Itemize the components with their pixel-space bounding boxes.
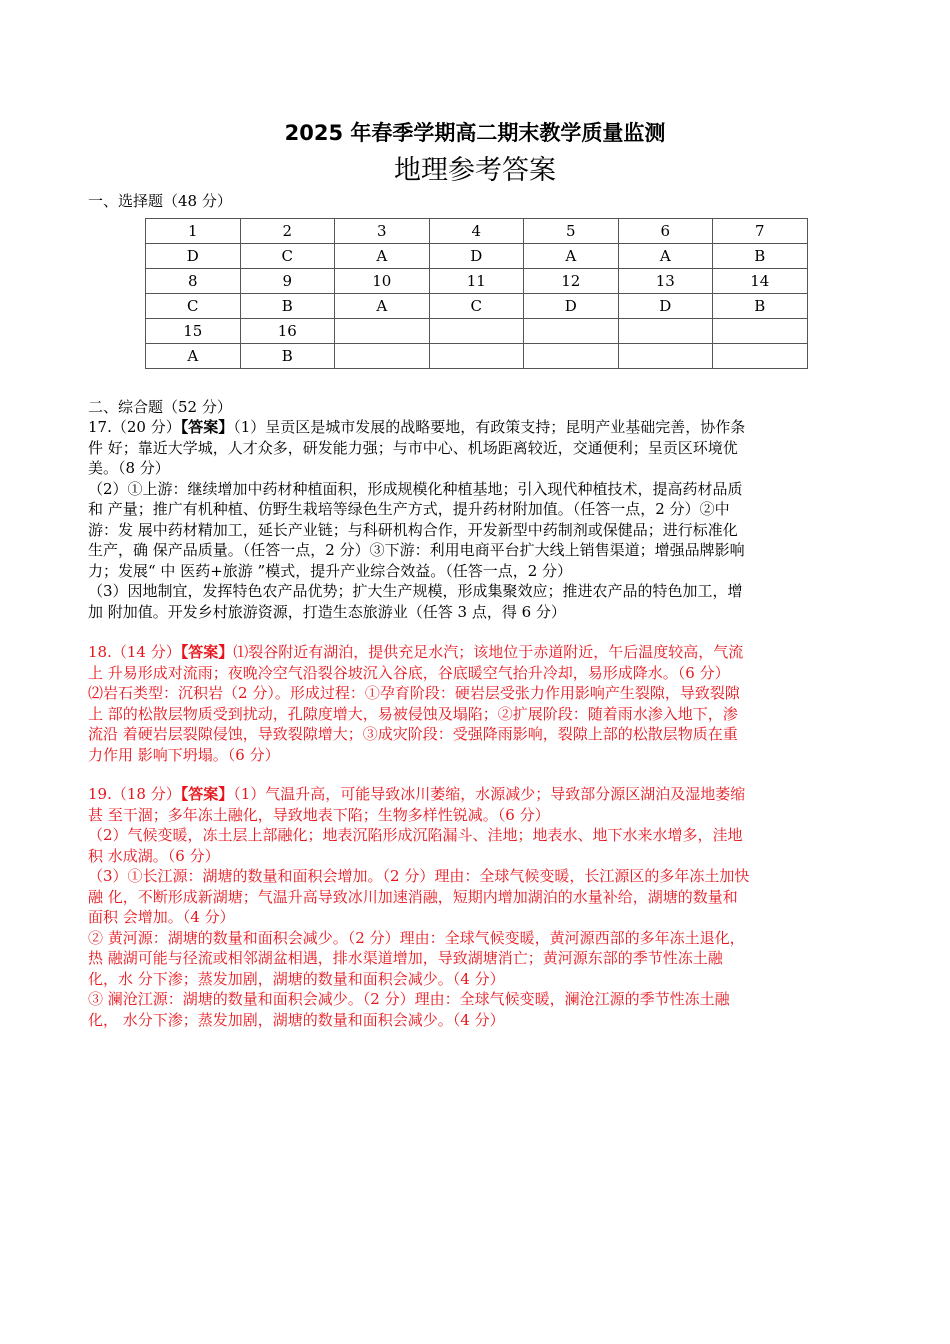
answer-cell: A	[146, 344, 241, 369]
q18-line: 上 部的松散层物质受到扰动，孔隙度增大，易被侵蚀及塌陷；②扩展阶段：随着雨水渗入地下，渗	[88, 704, 738, 723]
q19-line: 热 融湖可能与径流或相邻湖盆相遇，排水渠道增加，导致湖塘消亡；黄河源东部的季节性冻土融	[88, 949, 723, 967]
q19-text: （1）气温升高，可能导致冰川萎缩，水源减少；导致部分源区湖泊及湿地萎缩	[233, 785, 746, 803]
q17-answer-tag: 【答案】	[180, 418, 234, 436]
answer-cell: C	[429, 294, 524, 319]
answer-cell: D	[524, 294, 619, 319]
q19-line: 甚 至干涸；多年冻土融化，导致地表下陷；生物多样性锐减。（6 分）	[88, 805, 550, 824]
question-number-row	[146, 269, 808, 294]
q19-line: 面积 会增加。（4 分）	[88, 908, 235, 926]
q19-line: （3）①长江源：湖塘的数量和面积会增加。（2 分）理由：全球气候变暖，长江源区的多年冻土加快	[88, 867, 750, 885]
answer-cell: D	[429, 244, 524, 269]
answer-cell: B	[240, 344, 335, 369]
question-number-cell	[429, 319, 524, 344]
question-number-cell: 7	[713, 219, 808, 244]
q17-line: 力；发展“ 中 医药+旅游 ”模式，提升产业综合效益。（任答一点，2 分）	[88, 561, 573, 580]
answer-cell: C	[146, 294, 241, 319]
question-number-cell: 2	[240, 219, 335, 244]
answer-cell: A	[335, 294, 430, 319]
q19-line: 积 水成湖。（6 分）	[88, 846, 220, 865]
q18-line: 流沿 着硬岩层裂隙侵蚀，导致裂隙增大；③成灾阶段：受强降雨影响，裂隙上部的松散层物质在重	[88, 725, 738, 743]
question-17	[88, 417, 868, 622]
question-number-row	[146, 319, 808, 344]
question-number-cell: 16	[240, 319, 335, 344]
q18-lead: 18.（14 分）	[88, 643, 181, 661]
answer-row	[146, 294, 808, 319]
answer-cell: A	[524, 244, 619, 269]
q17-text: （1）呈贡区是城市发展的战略要地，有政策支持；昆明产业基础完善，协作条	[233, 418, 746, 436]
answer-cell: D	[146, 244, 241, 269]
q17-line	[88, 417, 868, 438]
exam-subtitle: 地理参考答案	[394, 155, 556, 186]
question-number-cell: 14	[713, 269, 808, 294]
q19-line: （2）气候变暖，冻土层上部融化；地表沉陷形成沉陷漏斗、洼地；地表水、地下水来水增多，洼地	[88, 826, 743, 844]
section1-heading: 一、选择题（48 分）	[88, 192, 232, 210]
answer-cell	[335, 344, 430, 369]
question-number-cell: 13	[618, 269, 713, 294]
q19-line: 化， 水分下渗；蒸发加剧，湖塘的数量和面积会减少。（4 分）	[88, 1010, 505, 1029]
question-number-cell: 8	[146, 269, 241, 294]
answer-cell	[429, 344, 524, 369]
question-number-cell	[618, 319, 713, 344]
answer-cell: D	[618, 294, 713, 319]
q18-text: ⑴裂谷附近有湖泊，提供充足水汽；该地位于赤道附近，午后温度较高，气流	[233, 643, 744, 661]
question-number-cell: 15	[146, 319, 241, 344]
q17-line: 和 产量；推广有机种植、仿野生栽培等绿色生产方式，提升药材附加值。（任答一点，2 分）②中	[88, 500, 730, 518]
answer-cell	[618, 344, 713, 369]
question-19	[88, 784, 868, 1030]
q17-line: 加 附加值。开发乡村旅游资源，打造生态旅游业（任答 3 点，得 6 分）	[88, 602, 566, 621]
q17-line: 件 好；靠近大学城，人才众多，研发能力强；与市中心、机场距离较近，交通便利；呈贡区环境优	[88, 438, 738, 457]
question-number-cell	[524, 319, 619, 344]
answer-cell	[713, 344, 808, 369]
q19-line: ③ 澜沧江源：湖塘的数量和面积会减少。（2 分）理由：全球气候变暖，澜沧江源的季节性冻土融	[88, 990, 730, 1008]
question-number-cell: 5	[524, 219, 619, 244]
q18-line: ⑵岩石类型：沉积岩（2 分）。形成过程：①孕育阶段：硬岩层受张力作用影响产生裂隙，导致裂隙	[88, 684, 740, 702]
q19-lead: 19.（18 分）	[88, 785, 181, 803]
q18-line: 上 升易形成对流雨；夜晚冷空气沿裂谷坡沉入谷底，谷底暖空气抬升冷却，易形成降水。（6 分）	[88, 663, 730, 682]
question-number-cell: 9	[240, 269, 335, 294]
question-number-cell: 10	[335, 269, 430, 294]
answer-row	[146, 344, 808, 369]
q17-line: 美。（8 分）	[88, 459, 170, 477]
question-number-cell	[713, 319, 808, 344]
question-number-cell: 6	[618, 219, 713, 244]
question-number-cell: 1	[146, 219, 241, 244]
question-18	[88, 642, 868, 765]
answer-cell: A	[618, 244, 713, 269]
q19-answer-tag: 【答案】	[180, 785, 234, 803]
q18-answer-tag: 【答案】	[180, 643, 234, 661]
q19-line: 融 化，不断形成新湖塘；气温升高导致冰川加速消融，短期内增加湖泊的水量补给，湖塘的数量和	[88, 887, 738, 906]
question-number-cell: 12	[524, 269, 619, 294]
question-number-row	[146, 219, 808, 244]
q19-line: 化，水 分下渗；蒸发加剧，湖塘的数量和面积会减少。（4 分）	[88, 969, 505, 988]
question-number-cell: 4	[429, 219, 524, 244]
q17-line: （2）①上游：继续增加中药材种植面积，形成规模化种植基地；引入现代种植技术，提高药材品质	[88, 479, 743, 498]
q17-line: 生产，确 保产品质量。（任答一点，2 分）③下游：利用电商平台扩大线上销售渠道；增强品牌影响	[88, 541, 745, 559]
question-number-cell: 3	[335, 219, 430, 244]
question-number-cell	[335, 319, 430, 344]
section2-heading: 二、综合题（52 分）	[88, 398, 232, 416]
answer-cell: C	[240, 244, 335, 269]
q18-line	[88, 642, 868, 663]
question-number-cell: 11	[429, 269, 524, 294]
q18-line: 力作用 影响下坍塌。（6 分）	[88, 745, 280, 764]
q17-line: （3）因地制宜，发挥特色农产品优势；扩大生产规模，形成集聚效应；推进农产品的特色加工，增	[88, 582, 743, 600]
q17-lead: 17.（20 分）	[88, 418, 181, 436]
answer-row	[146, 244, 808, 269]
answer-cell: B	[713, 244, 808, 269]
answer-cell: B	[240, 294, 335, 319]
answer-cell	[524, 344, 619, 369]
answer-cell: B	[713, 294, 808, 319]
answer-cell: A	[335, 244, 430, 269]
answer-table	[145, 218, 808, 369]
q17-line: 游：发 展中药材精加工，延长产业链；与科研机构合作，开发新型中药制剂或保健品；进行标准化	[88, 520, 738, 539]
q19-line: ② 黄河源：湖塘的数量和面积会减少。（2 分）理由：全球气候变暖，黄河源西部的多年冻土退化，	[88, 928, 745, 947]
q19-line	[88, 784, 868, 805]
exam-title: 2025 年春季学期高二期末教学质量监测	[284, 121, 666, 145]
